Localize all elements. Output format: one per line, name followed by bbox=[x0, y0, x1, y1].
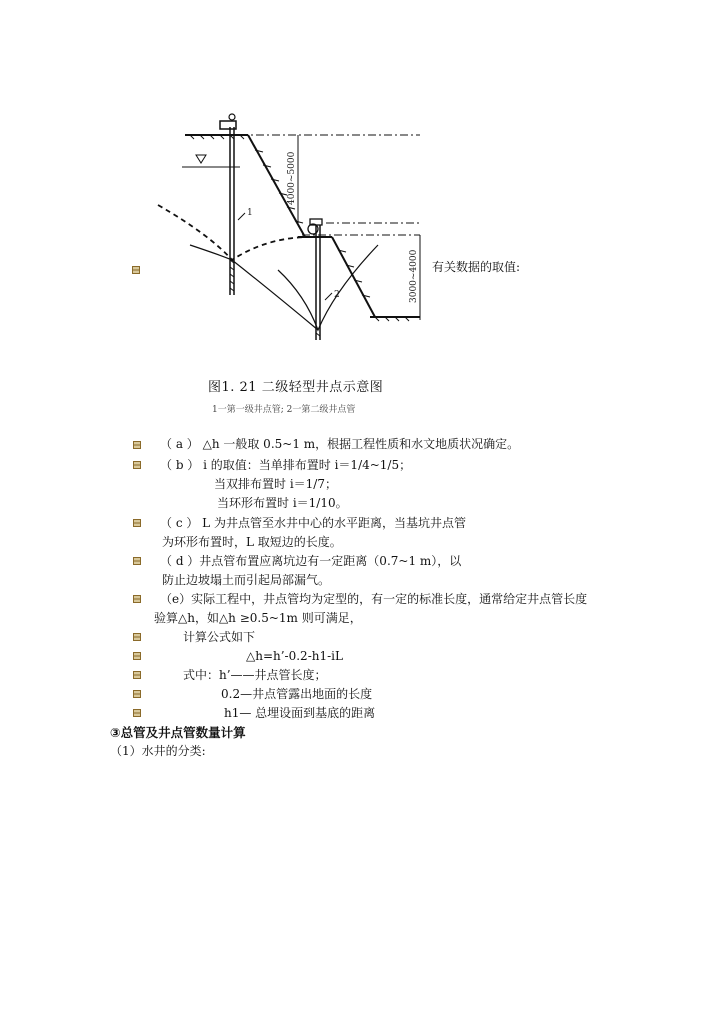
bullet-icon bbox=[132, 259, 140, 278]
text-line-b: （ b ） i 的取值：当单排布置时 i＝1/4~1/5； bbox=[160, 458, 412, 472]
text-line-b2: 当双排布置时 i＝1/7； bbox=[214, 477, 337, 491]
figure-subcaption: 1一第一级井点管; 2一第二级井点管 bbox=[212, 405, 356, 415]
text-line-formula: △h=h’-0.2-h1-iL bbox=[246, 649, 343, 663]
dimension-upper: 4000~5000 bbox=[287, 151, 297, 205]
text-line-e: （e）实际工程中，井点管均为定型的，有一定的标准长度，通常给定井点管长度 bbox=[160, 592, 588, 606]
bullet-icon bbox=[133, 441, 141, 449]
subsection-line: （1）水井的分类: bbox=[110, 744, 206, 758]
well-point-diagram bbox=[120, 95, 580, 340]
dimension-lower: 3000~4000 bbox=[409, 249, 419, 303]
pipe-label-1: 1 bbox=[247, 208, 253, 218]
bullet-icon bbox=[133, 519, 141, 527]
text-line-c2: 为环形布置时，L 取短边的长度。 bbox=[162, 535, 342, 549]
text-line-c: （ c ） L 为井点管至水井中心的水平距离，当基坑井点管 bbox=[160, 516, 466, 530]
figure-caption: 图1. 21 二级轻型井点示意图 bbox=[208, 380, 384, 395]
text-line-b3: 当环形布置时 i＝1/10。 bbox=[217, 496, 348, 510]
bullet-icon bbox=[133, 633, 141, 641]
text-line-where: 式中：h’——井点管长度； bbox=[183, 668, 327, 682]
figure-side-note: 有关数据的取值: bbox=[432, 260, 521, 274]
bullet-icon bbox=[133, 595, 141, 603]
text-line-d: （ d ）井点管布置应离坑边有一定距离（0.7~1 m），以 bbox=[160, 554, 462, 568]
text-line-exposed: 0.2—井点管露出地面的长度 bbox=[221, 687, 373, 701]
text-line-formula-intro: 计算公式如下 bbox=[183, 630, 256, 644]
diagram-svg bbox=[120, 95, 580, 340]
text-line-d2: 防止边坡塌土而引起局部漏气。 bbox=[162, 573, 331, 587]
section-heading: ③总管及井点管数量计算 bbox=[110, 725, 246, 740]
bullet-icon bbox=[133, 557, 141, 565]
bullet-icon bbox=[133, 461, 141, 469]
text-line-e2: 验算△h，如△h ≥0.5~1m 则可满足， bbox=[154, 611, 362, 625]
bullet-icon bbox=[133, 652, 141, 660]
pipe-label-2: 2 bbox=[334, 290, 340, 300]
bullet-icon bbox=[133, 671, 141, 679]
bullet-icon bbox=[133, 690, 141, 698]
text-line-depth: h1— 总埋设面到基底的距离 bbox=[224, 706, 376, 720]
bullet-icon bbox=[133, 709, 141, 717]
text-line-a: （ a ） △h 一般取 0.5~1 m，根据工程性质和水文地质状况确定。 bbox=[160, 437, 520, 451]
